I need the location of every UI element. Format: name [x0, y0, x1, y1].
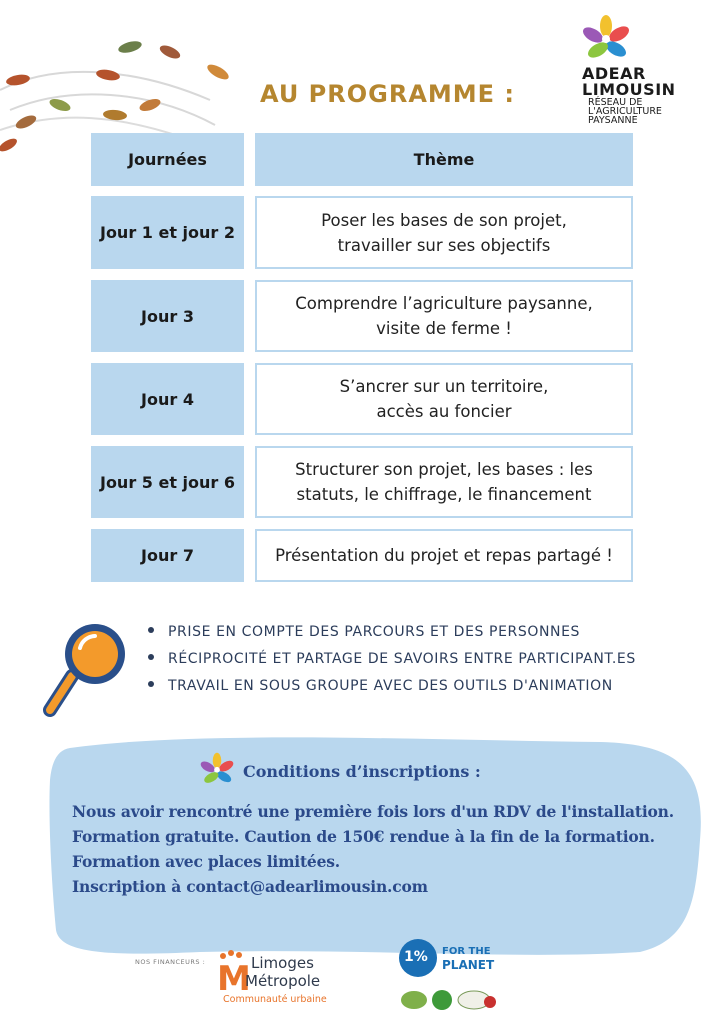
bullet-dot [148, 627, 154, 633]
theme-line: Présentation du projet et repas partagé ! [275, 546, 613, 565]
conditions-line: Inscription à contact@adearlimousin.com [72, 877, 428, 896]
planet-percent: 1% [404, 949, 428, 965]
bullet-item [148, 651, 636, 667]
logo-name-line2: LIMOUSIN [582, 80, 676, 99]
theme-line: S’ancrer sur un territoire, [339, 377, 549, 396]
adear-limousin-logo [576, 14, 716, 124]
bullet-text: TRAVAIL EN SOUS GROUPE AVEC DES OUTILS D'ANIMATION [168, 678, 613, 694]
logo-name-line1: ADEAR [582, 64, 646, 83]
table-row-day: Jour 1 et jour 2 [91, 196, 244, 269]
table-header-theme: Thème [255, 133, 633, 186]
bullet-dot [148, 681, 154, 687]
limoges-metropole-logo [215, 944, 335, 1010]
table-row-theme [255, 529, 633, 582]
partner-badges-icon [400, 988, 500, 1012]
theme-line: Structurer son projet, les bases : les [295, 460, 593, 479]
funders-label: NOS FINANCEURS : [135, 958, 206, 966]
table-row-day: Jour 5 et jour 6 [91, 446, 244, 518]
bullet-item [148, 678, 613, 694]
table-row-theme [255, 280, 633, 352]
conditions-line: Formation avec places limitées. [72, 852, 340, 871]
table-row-theme [255, 446, 633, 518]
table-row-day: Jour 3 [91, 280, 244, 352]
theme-line: travailler sur ses objectifs [337, 235, 551, 255]
theme-line: statuts, le chiffrage, le financement [296, 485, 592, 504]
table-row-day: Jour 7 [91, 529, 244, 582]
logo-sub-line1: RÉSEAU DE [588, 97, 643, 108]
conditions-title: Conditions d’inscriptions : [243, 762, 481, 781]
magnifier-icon [40, 618, 135, 720]
flower-icon [200, 752, 234, 786]
page-title: AU PROGRAMME : [260, 80, 516, 108]
theme-line: Poser les bases de son projet, [321, 210, 567, 230]
planet-line1: FOR THE [442, 946, 491, 957]
one-percent-planet-logo [398, 938, 508, 1018]
theme-line: visite de ferme ! [376, 319, 512, 338]
conditions-line: Nous avoir rencontré une première fois lors d'un RDV de l'installation. [72, 802, 674, 821]
limoges-line1: Limoges [251, 954, 314, 972]
table-header-days: Journées [91, 133, 244, 186]
logo-sub-line3: PAYSANNE [588, 115, 638, 126]
theme-line: Comprendre l’agriculture paysanne, [295, 294, 593, 313]
table-row-theme [255, 196, 633, 269]
planet-line2: PLANET [442, 958, 495, 972]
bullet-item [148, 624, 580, 640]
limoges-line2: Métropole [245, 972, 321, 990]
flower-icon [582, 14, 630, 62]
logo-sub-line2: L'AGRICULTURE [588, 106, 662, 117]
theme-line: accès au foncier [376, 402, 512, 421]
bullet-text: RÉCIPROCITÉ ET PARTAGE DE SAVOIRS ENTRE PARTICIPANT.ES [168, 651, 636, 667]
bullet-text: PRISE EN COMPTE DES PARCOURS ET DES PERSONNES [168, 624, 581, 640]
svg-text:M: M [217, 959, 251, 992]
conditions-line: Formation gratuite. Caution de 150€ rendue à la fin de la formation. [72, 827, 655, 846]
table-row-day: Jour 4 [91, 363, 244, 435]
bullet-dot [148, 654, 154, 660]
table-row-theme [255, 363, 633, 435]
limoges-line3: Communauté urbaine [223, 994, 327, 1005]
